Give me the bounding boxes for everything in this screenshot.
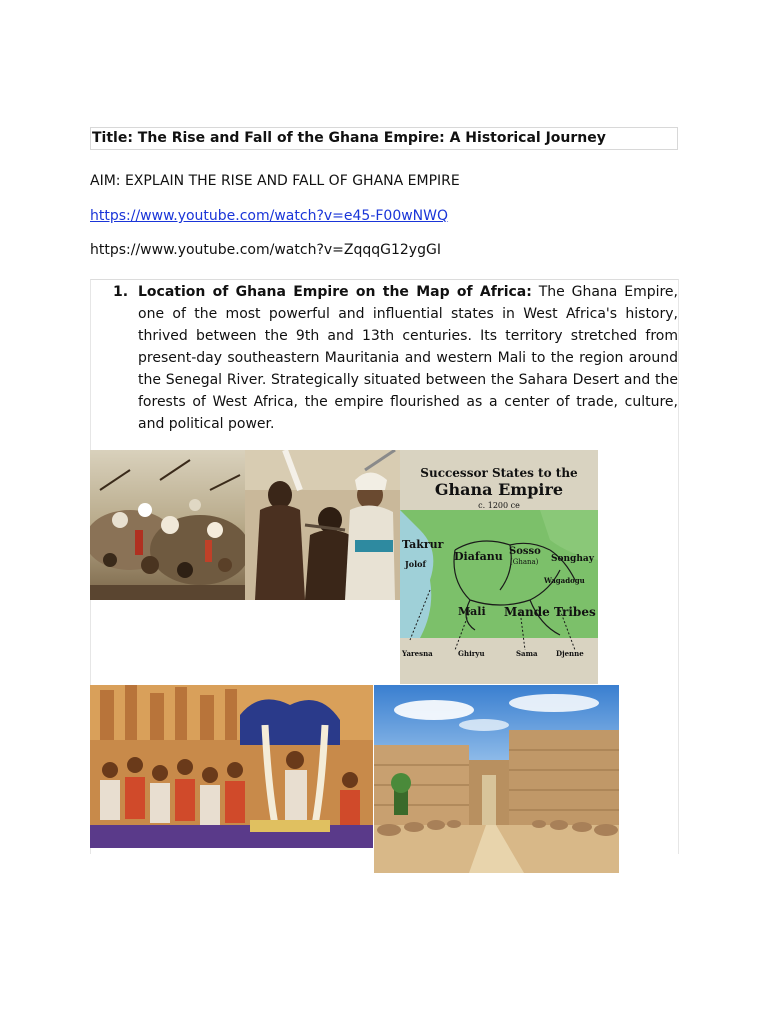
section-heading: Location of Ghana Empire on the Map of Africa: [138, 284, 532, 300]
youtube-link-2: https://www.youtube.com/watch?v=ZqqqG12ygGI [90, 242, 441, 258]
aim-statement: AIM: EXPLAIN THE RISE AND FALL OF GHANA EMPIRE [90, 173, 460, 189]
location-paragraph [113, 281, 678, 435]
map-title-line1: Successor States to the [420, 466, 578, 480]
region-mande-tribes: Mande Tribes [504, 605, 596, 619]
region-jolof: Jolof [405, 559, 426, 569]
region-diafanu: Diafanu [454, 550, 503, 563]
city-ghiryu: Ghiryu [458, 649, 485, 658]
royal-court-painting [90, 685, 373, 848]
captives-painting [245, 450, 400, 600]
document-title: Title: The Rise and Fall of the Ghana Empire: A Historical Journey [90, 127, 678, 150]
temple-ruins-photo [374, 685, 619, 873]
region-songhay: Songhay [551, 554, 594, 564]
map-date: c. 1200 ce [478, 501, 520, 510]
region-ghana: (Ghana) [510, 558, 539, 566]
region-takrur: Takrur [402, 538, 444, 551]
section-body: The Ghana Empire, one of the most powerful and influential states in West Africa's history, thrived between the 9th and 13th centuries. Its territory stretched from present-day southeastern Mauritania and western Mali to the region around the Senegal River. Strategically situated between the Sahara Desert and the forests of West Africa, the empire flourished as a center of trade, culture, and political power. [138, 284, 678, 432]
city-sama: Sama [516, 649, 538, 658]
list-number: 1. [113, 284, 129, 300]
city-djenne: Djenne [556, 649, 584, 658]
map-title-line2: Ghana Empire [434, 480, 564, 499]
battle-painting [90, 450, 245, 600]
region-wagadogu: Wagadogu [544, 576, 585, 585]
youtube-link-1[interactable]: https://www.youtube.com/watch?v=e45-F00wNWQ [90, 208, 449, 224]
city-yaresna: Yaresna [402, 649, 433, 658]
ghana-empire-map [400, 450, 598, 684]
region-mali: Mali [458, 605, 486, 618]
region-sosso: Sosso [509, 546, 541, 557]
